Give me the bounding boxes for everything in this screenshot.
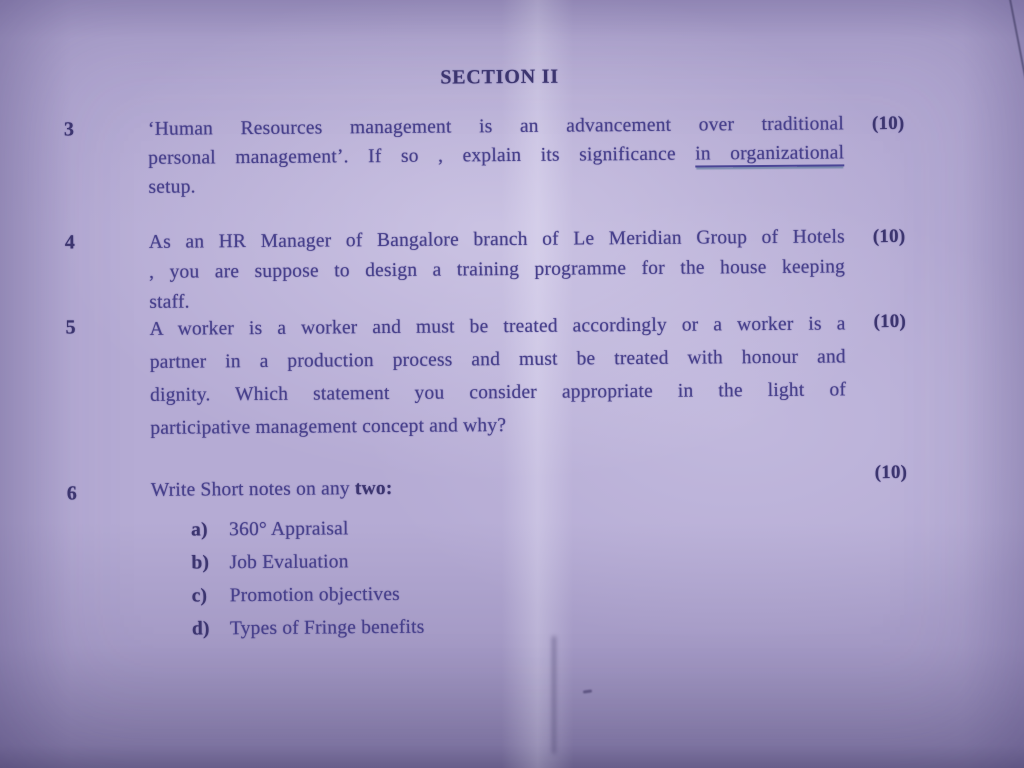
question-6-prompt [151, 470, 847, 505]
question-5-marks: (10) [873, 310, 907, 333]
underlined-phrase: in organizational [695, 142, 844, 167]
question-5-number: 5 [65, 316, 76, 339]
question-3-line-1: ‘Human Resources management is an advancement over traditional [147, 113, 845, 140]
option-c-text: Promotion objectives [229, 583, 401, 607]
question-6-text [151, 470, 848, 645]
option-b-text: Job Evaluation [229, 551, 349, 574]
option-d-label: d) [191, 618, 210, 640]
question-4-marks: (10) [872, 225, 906, 248]
option-b [191, 541, 847, 579]
option-d-text: Types of Fringe benefits [229, 616, 425, 640]
option-b-label: b) [191, 552, 210, 574]
question-5-text [149, 307, 846, 444]
option-a [191, 508, 847, 546]
question-6 [1, 457, 1024, 640]
question-6-options [191, 508, 848, 645]
question-6-marks: (10) [874, 461, 908, 484]
question-6-prompt-bold: two: [354, 477, 393, 500]
question-4-text [149, 222, 846, 317]
question-6-number: 6 [66, 482, 78, 505]
question-3-number: 3 [63, 118, 75, 141]
question-4-line-1: As an HR Manager of Bangalore branch of Le Meridian Group of Hotels [148, 226, 845, 253]
question-6-prompt-pre: Write Short notes on any [150, 478, 355, 501]
option-a-label: a) [191, 519, 208, 541]
question-3 [0, 108, 1022, 198]
option-d [192, 607, 848, 645]
question-3-line-2 [148, 138, 844, 172]
question-5-line-3: dignity. Which statement you consider appropriate in the light of [149, 379, 847, 406]
question-3-line-3: setup. [148, 176, 196, 198]
question-5-line-1: A worker is a worker and must be treated accordingly or a worker is a [149, 313, 846, 340]
question-5-line-4: participative management concept and why? [150, 415, 507, 439]
question-4-line-3: staff. [149, 291, 190, 313]
question-3-marks: (10) [871, 112, 905, 135]
question-3-line-2-pre: personal management’. If so , explain its significance [148, 143, 696, 169]
option-c [192, 574, 848, 612]
option-c-label: c) [191, 585, 208, 607]
question-4-number: 4 [64, 231, 76, 254]
question-3-text [148, 109, 845, 201]
option-a-text: 360° Appraisal [229, 518, 349, 541]
question-5-line-2: partner in a production process and must be treated with honour and [149, 346, 846, 373]
question-4 [0, 221, 1023, 313]
section-title: SECTION II [440, 65, 559, 89]
question-4-line-2: , you are suppose to design a training programme for the house keeping [149, 256, 846, 283]
